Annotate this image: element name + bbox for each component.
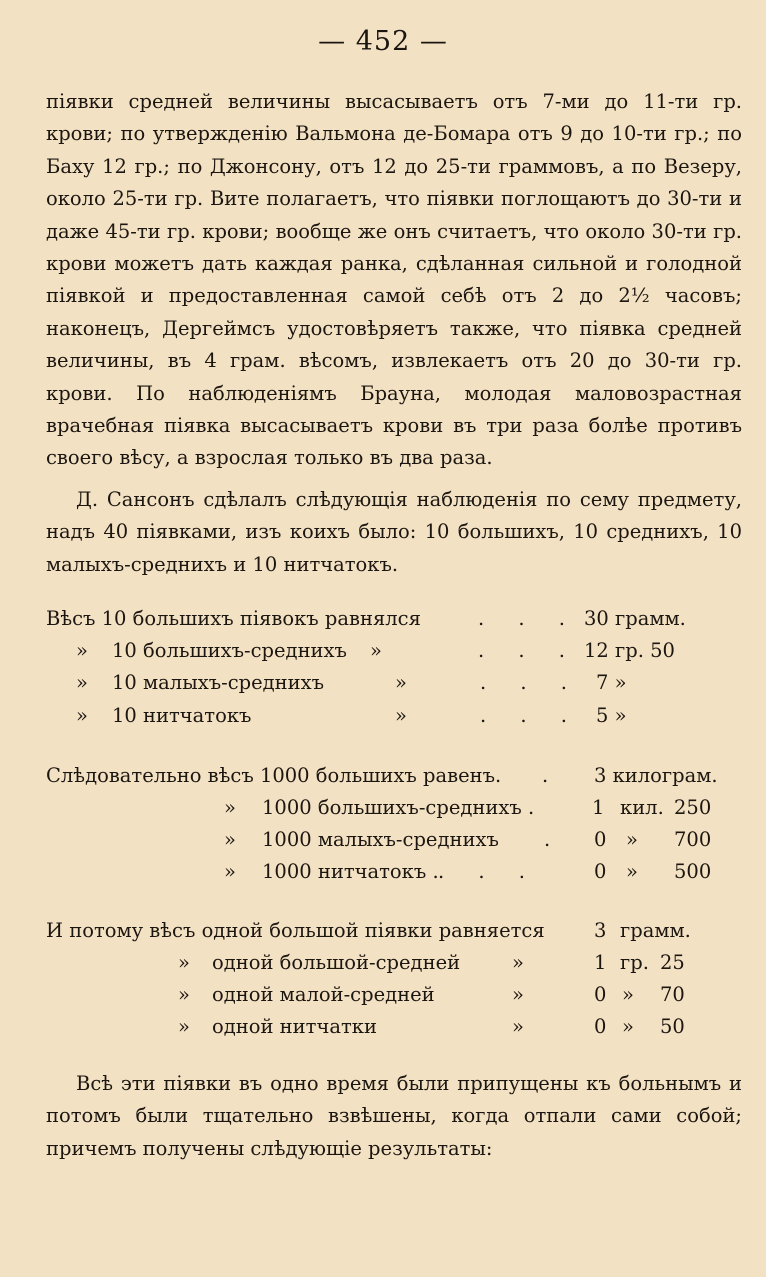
table2-row-2-label: 1000 большихъ-среднихъ . [262, 796, 535, 819]
table1-row-4-lead-ditto: » [76, 704, 88, 727]
table2-row-2-lead-ditto: » [224, 796, 236, 819]
table3-row-4-ditto: » [512, 1015, 524, 1038]
table2-row-3-lead-ditto: » [224, 828, 236, 851]
table2-row-3-v2: » [626, 828, 638, 851]
table2-row-3-v3: 700 [674, 828, 712, 851]
table1-row-4-value: 5 » [596, 704, 627, 727]
table2-row-3-label: 1000 малыхъ-среднихъ [262, 828, 499, 851]
table1-row-4-ditto: » [395, 704, 407, 727]
table3-row-3-v2: » [622, 983, 634, 1006]
table1-row-2-label: 10 большихъ-среднихъ [112, 639, 347, 662]
table2-row-2-v2: кил. [620, 796, 664, 819]
table2-row-2-v3: 250 [674, 796, 712, 819]
table2-row-1-value: 3 килограм. [594, 764, 718, 787]
table3-row-1-label: И потому вѣсъ одной большой піявки равняется [46, 919, 545, 942]
table2-row-1-label: Слѣдовательно вѣсъ 1000 большихъ равенъ. [46, 764, 502, 787]
table3-row-3-v3: 70 [660, 983, 685, 1006]
table1-row-4-label: 10 нитчатокъ [112, 704, 252, 727]
table1-row-2-ditto: » [370, 639, 382, 662]
table3-row-2-lead-ditto: » [178, 951, 190, 974]
table3-row-4-v1: 0 [594, 1015, 607, 1038]
table3-row-1-v1: 3 [594, 919, 607, 942]
table1-row-2-lead-ditto: » [76, 639, 88, 662]
table1-row-2-value: 12 гр. 50 [584, 639, 675, 662]
table1-row-1-label: Вѣсъ 10 большихъ піявокъ равнялся [46, 607, 421, 630]
table1-row-2-dots: . . . [478, 639, 579, 662]
table1-row-3-value: 7 » [596, 671, 627, 694]
table3-row-2-v2: гр. [620, 951, 649, 974]
table2-row-2-v1: 1 [592, 796, 605, 819]
table2-row-3-v1: 0 [594, 828, 607, 851]
paragraph-2: Д. Сансонъ сдѣлалъ слѣдующія наблюденія по сему предмету, надъ 40 піявками, изъ коихъ было: 10 большихъ, 10 среднихъ, 10 малыхъ-среднихъ и 10 нитчатокъ. [46, 488, 742, 576]
table3-row-3-lead-ditto: » [178, 983, 190, 1006]
table3-row-4-label: одной нитчатки [212, 1015, 377, 1038]
table2-row-4-lead-ditto: » [224, 860, 236, 883]
page-number: — 452 — [318, 26, 448, 57]
table3-row-3-ditto: » [512, 983, 524, 1006]
table3-row-3-label: одной малой-средней [212, 983, 435, 1006]
table3-row-2-ditto: » [512, 951, 524, 974]
table2-row-3-dots: . [544, 828, 551, 851]
table3-row-4-lead-ditto: » [178, 1015, 190, 1038]
table2-row-4-v3: 500 [674, 860, 712, 883]
table2-row-4-v1: 0 [594, 860, 607, 883]
table3-row-2-v3: 25 [660, 951, 685, 974]
table3-row-1-v2: грамм. [620, 919, 691, 942]
table3-row-2-v1: 1 [594, 951, 607, 974]
table2-row-4-dots: . . . [438, 860, 539, 883]
table3-row-4-v3: 50 [660, 1015, 685, 1038]
paragraph-1: піявки средней величины высасываетъ отъ 7-ми до 11-ти гр. крови; по утвержденію Вальмона де-Бомара отъ 9 до 10-ти гр.; по Баху 12 гр.; по Джонсону, отъ 12 до 25-ти граммовъ, а по Везеру, около 25-ти гр. Вите полагаетъ, что піявки поглощаютъ до 30-ти и даже 45-ти гр. крови; вообще же онъ считаетъ, что около 30-ти гр. крови можетъ дать каждая ранка, сдѣланная сильной и голодной піявкой и предоставленная самой себѣ отъ 2 до 2½ часовъ; наконецъ, Дергеймсъ удостовѣряетъ также, что піявка средней величины, въ 4 грам. вѣсомъ, извлекаетъ отъ 20 до 30-ти гр. крови. По наблюденіямъ Брауна, молодая маловозрастная врачебная піявка высасываетъ крови въ три раза болѣе противъ своего вѣсу, а взрослая только въ два раза. [46, 90, 742, 470]
table1-row-3-lead-ditto: » [76, 671, 88, 694]
table2-row-1-dots: . [542, 764, 549, 787]
table3-row-3-v1: 0 [594, 983, 607, 1006]
table1-row-1-dots: . . . [478, 607, 579, 630]
table2-row-4-v2: » [626, 860, 638, 883]
table3-row-4-v2: » [622, 1015, 634, 1038]
paragraph-3: Всѣ эти піявки въ одно время были припущены къ больнымъ и потомъ были тщательно взвѣшены, когда отпали сами собой; причемъ получены слѣдующіе результаты: [46, 1072, 742, 1160]
table1-row-3-label: 10 малыхъ-среднихъ [112, 671, 325, 694]
table2-row-4-label: 1000 нитчатокъ . [262, 860, 439, 883]
table1-row-1-value: 30 грамм. [584, 607, 686, 630]
table1-row-3-dots: . . . [480, 671, 581, 694]
table1-row-3-ditto: » [395, 671, 407, 694]
table3-row-2-label: одной большой-средней [212, 951, 461, 974]
table1-row-4-dots: . . . [480, 704, 581, 727]
